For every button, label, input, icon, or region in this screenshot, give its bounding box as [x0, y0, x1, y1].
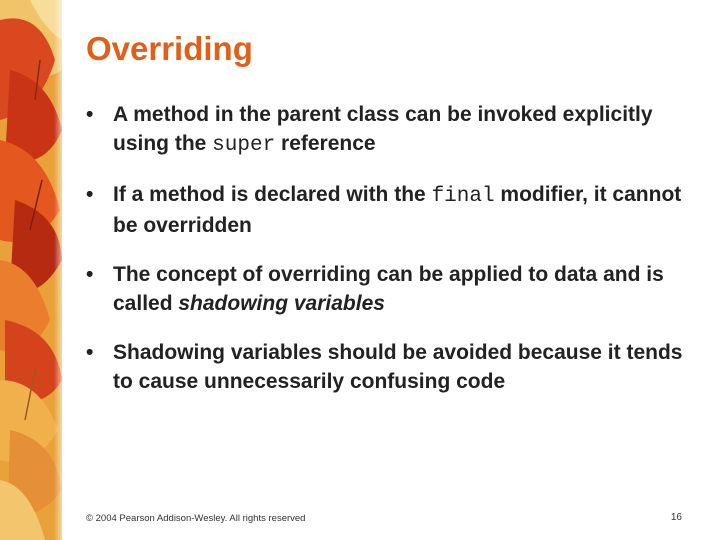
bullet-text: reference: [275, 132, 376, 155]
bullet-list: [86, 100, 701, 396]
code-keyword: final: [431, 185, 495, 208]
bullet-marker: •: [86, 183, 94, 206]
leaf-fade: [54, 0, 62, 540]
bullet-item: [86, 180, 701, 240]
autumn-leaves-decoration: [0, 0, 62, 540]
bullet-item: [86, 260, 701, 318]
emphasized-term: shadowing variables: [178, 292, 385, 315]
slide-title: Overriding: [86, 30, 253, 67]
bullet-text: If a method is declared with the: [113, 183, 432, 206]
bullet-marker: •: [86, 263, 94, 286]
copyright-notice: © 2004 Pearson Addison-Wesley. All rights reserved: [86, 513, 306, 524]
slide-number: 16: [670, 512, 682, 523]
code-keyword: super: [212, 134, 276, 157]
bullet-text: Shadowing variables should be avoided because it tends to cause unnecessarily confusing code: [113, 341, 683, 393]
bullet-text: The concept of overriding can be applied to data and is called: [113, 263, 664, 315]
bullet-item: [86, 338, 701, 396]
bullet-marker: •: [86, 341, 94, 364]
bullet-text: modifier, it cannot be overridden: [113, 183, 682, 237]
bullet-marker: •: [86, 103, 94, 126]
bullet-text: A method in the parent class can be invoked explicitly using the: [113, 103, 653, 155]
bullet-item: [86, 100, 701, 160]
